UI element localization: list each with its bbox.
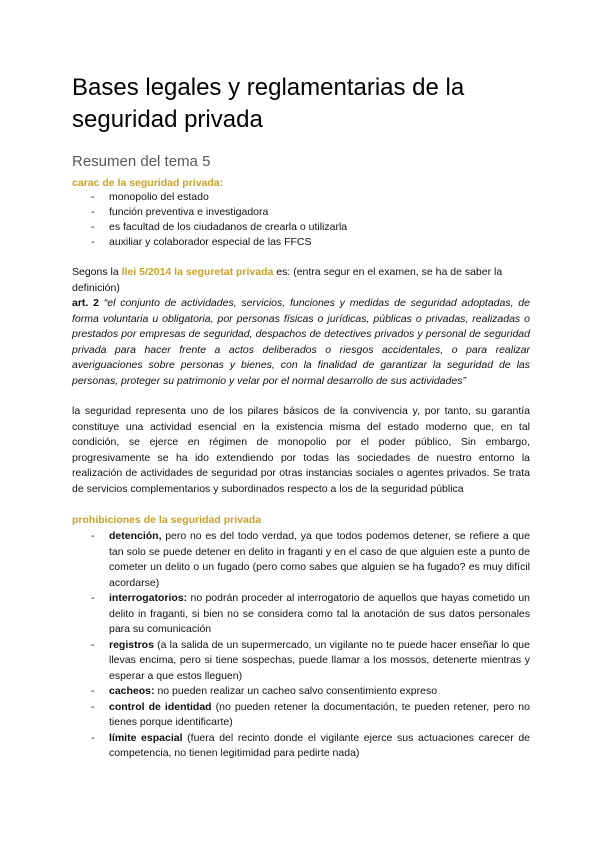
prohib-list bbox=[72, 529, 530, 762]
list-item bbox=[72, 700, 530, 731]
body-paragraph: la seguridad representa uno de los pilares básicos de la convivencia y, por tanto, su garantía constituye una actividad esencial en la existencia misma del estado moderno que, en tal condición, se ejerce en régimen de monopolio por el poder público, Sin embargo, progresivamente se ha ido extendiendo por todas las sociedades de nuestro entorno la realización de actividades de seguridad por otras instancias sociales o agentes privados. Se trata de servicios complementarios y subordinados respecto a los de la seguridad pública bbox=[72, 405, 530, 495]
list-item bbox=[72, 731, 530, 762]
list-item bbox=[72, 529, 530, 591]
prohib-term: control de identidad bbox=[109, 700, 212, 713]
art2-label: art. 2 bbox=[72, 297, 99, 309]
list-item bbox=[72, 638, 530, 685]
prohib-heading: prohibiciones de la seguridad privada bbox=[72, 514, 262, 526]
document-page bbox=[72, 72, 530, 762]
art2-paragraph bbox=[72, 296, 530, 389]
prohib-text: pero no es del todo verdad, ya que todos podemos detener, se refiere a que tan solo se puede detener en delito in fraganti y en el caso de que alguien este a punto de cometer un delito o un fugado (pero como sabes que alguien se ha fugado? es muy difícil acordarse) bbox=[109, 530, 530, 589]
segons-suffix: es: (entra segur en el examen, se ha de saber la definición) bbox=[72, 266, 503, 294]
prohib-term: límite espacial bbox=[109, 731, 183, 744]
list-item bbox=[72, 684, 530, 700]
list-item: - función preventiva e investigadora bbox=[72, 205, 530, 220]
prohib-text: no pueden realizar un cacheo salvo consentimiento expreso bbox=[154, 685, 438, 697]
segons-paragraph bbox=[72, 265, 530, 296]
prohib-text: no podrán proceder al interrogatorio de aquellos que hayas cometido un delito in fraganti, si bien no se considera como tal la anotación de sus datos personales para su comunicación bbox=[109, 592, 530, 635]
prohib-text: (fuera del recinto donde el vigilante ejerce sus actuaciones carecer de competencia, no tienen legitimidad para pedirte nada) bbox=[109, 731, 531, 759]
carac-heading: carac de la seguridad privada: bbox=[72, 177, 224, 189]
list-item: - auxiliar y colaborador especial de las FFCS bbox=[72, 235, 530, 250]
prohib-term: cacheos: bbox=[109, 685, 155, 697]
document-subtitle: Resumen del tema 5 bbox=[72, 153, 211, 170]
law-reference: llei 5/2014 la seguretat privada bbox=[121, 266, 274, 278]
art2-definition: “el conjunto de actividades, servicios, funciones y medidas de seguridad adoptadas, de forma voluntaria u obligatoria, por personas físicas o jurídicas, públicas o privadas, realizadas o prestados por empresas de seguridad, despachos de detectives privados y personal de seguridad privada para hacer frente a actos deliberados o riesgos accidentales, o para realizar averiguaciones sobre personas y bienes, con la finalidad de garantizar la seguridad de las personas, proteger su patrimonio y velar por el normal desarrollo de sus actividades” bbox=[72, 297, 530, 387]
prohib-text: (a la salida de un supermercado, un vigilante no te puede hacer enseñar lo que llevas encima, pero si tiene sospechas, puede llamar a los mossos, detenerte mientras y esperar a que estos lleguen) bbox=[109, 638, 530, 682]
prohib-term: registros bbox=[109, 638, 154, 651]
document-title: Bases legales y reglamentarias de la seguridad privada bbox=[72, 74, 465, 133]
list-item bbox=[72, 591, 530, 638]
list-item: - es facultad de los ciudadanos de crearla o utilizarla bbox=[72, 220, 530, 235]
segons-prefix: Segons la bbox=[72, 266, 122, 278]
prohib-text: (no pueden retener la documentación, te pueden retener, pero no tienes porque identificarte) bbox=[109, 700, 530, 728]
list-item: - monopolio del estado bbox=[72, 190, 530, 205]
carac-list bbox=[72, 190, 530, 250]
prohib-term: detención, bbox=[109, 530, 162, 542]
prohib-term: interrogatorios: bbox=[109, 592, 188, 604]
